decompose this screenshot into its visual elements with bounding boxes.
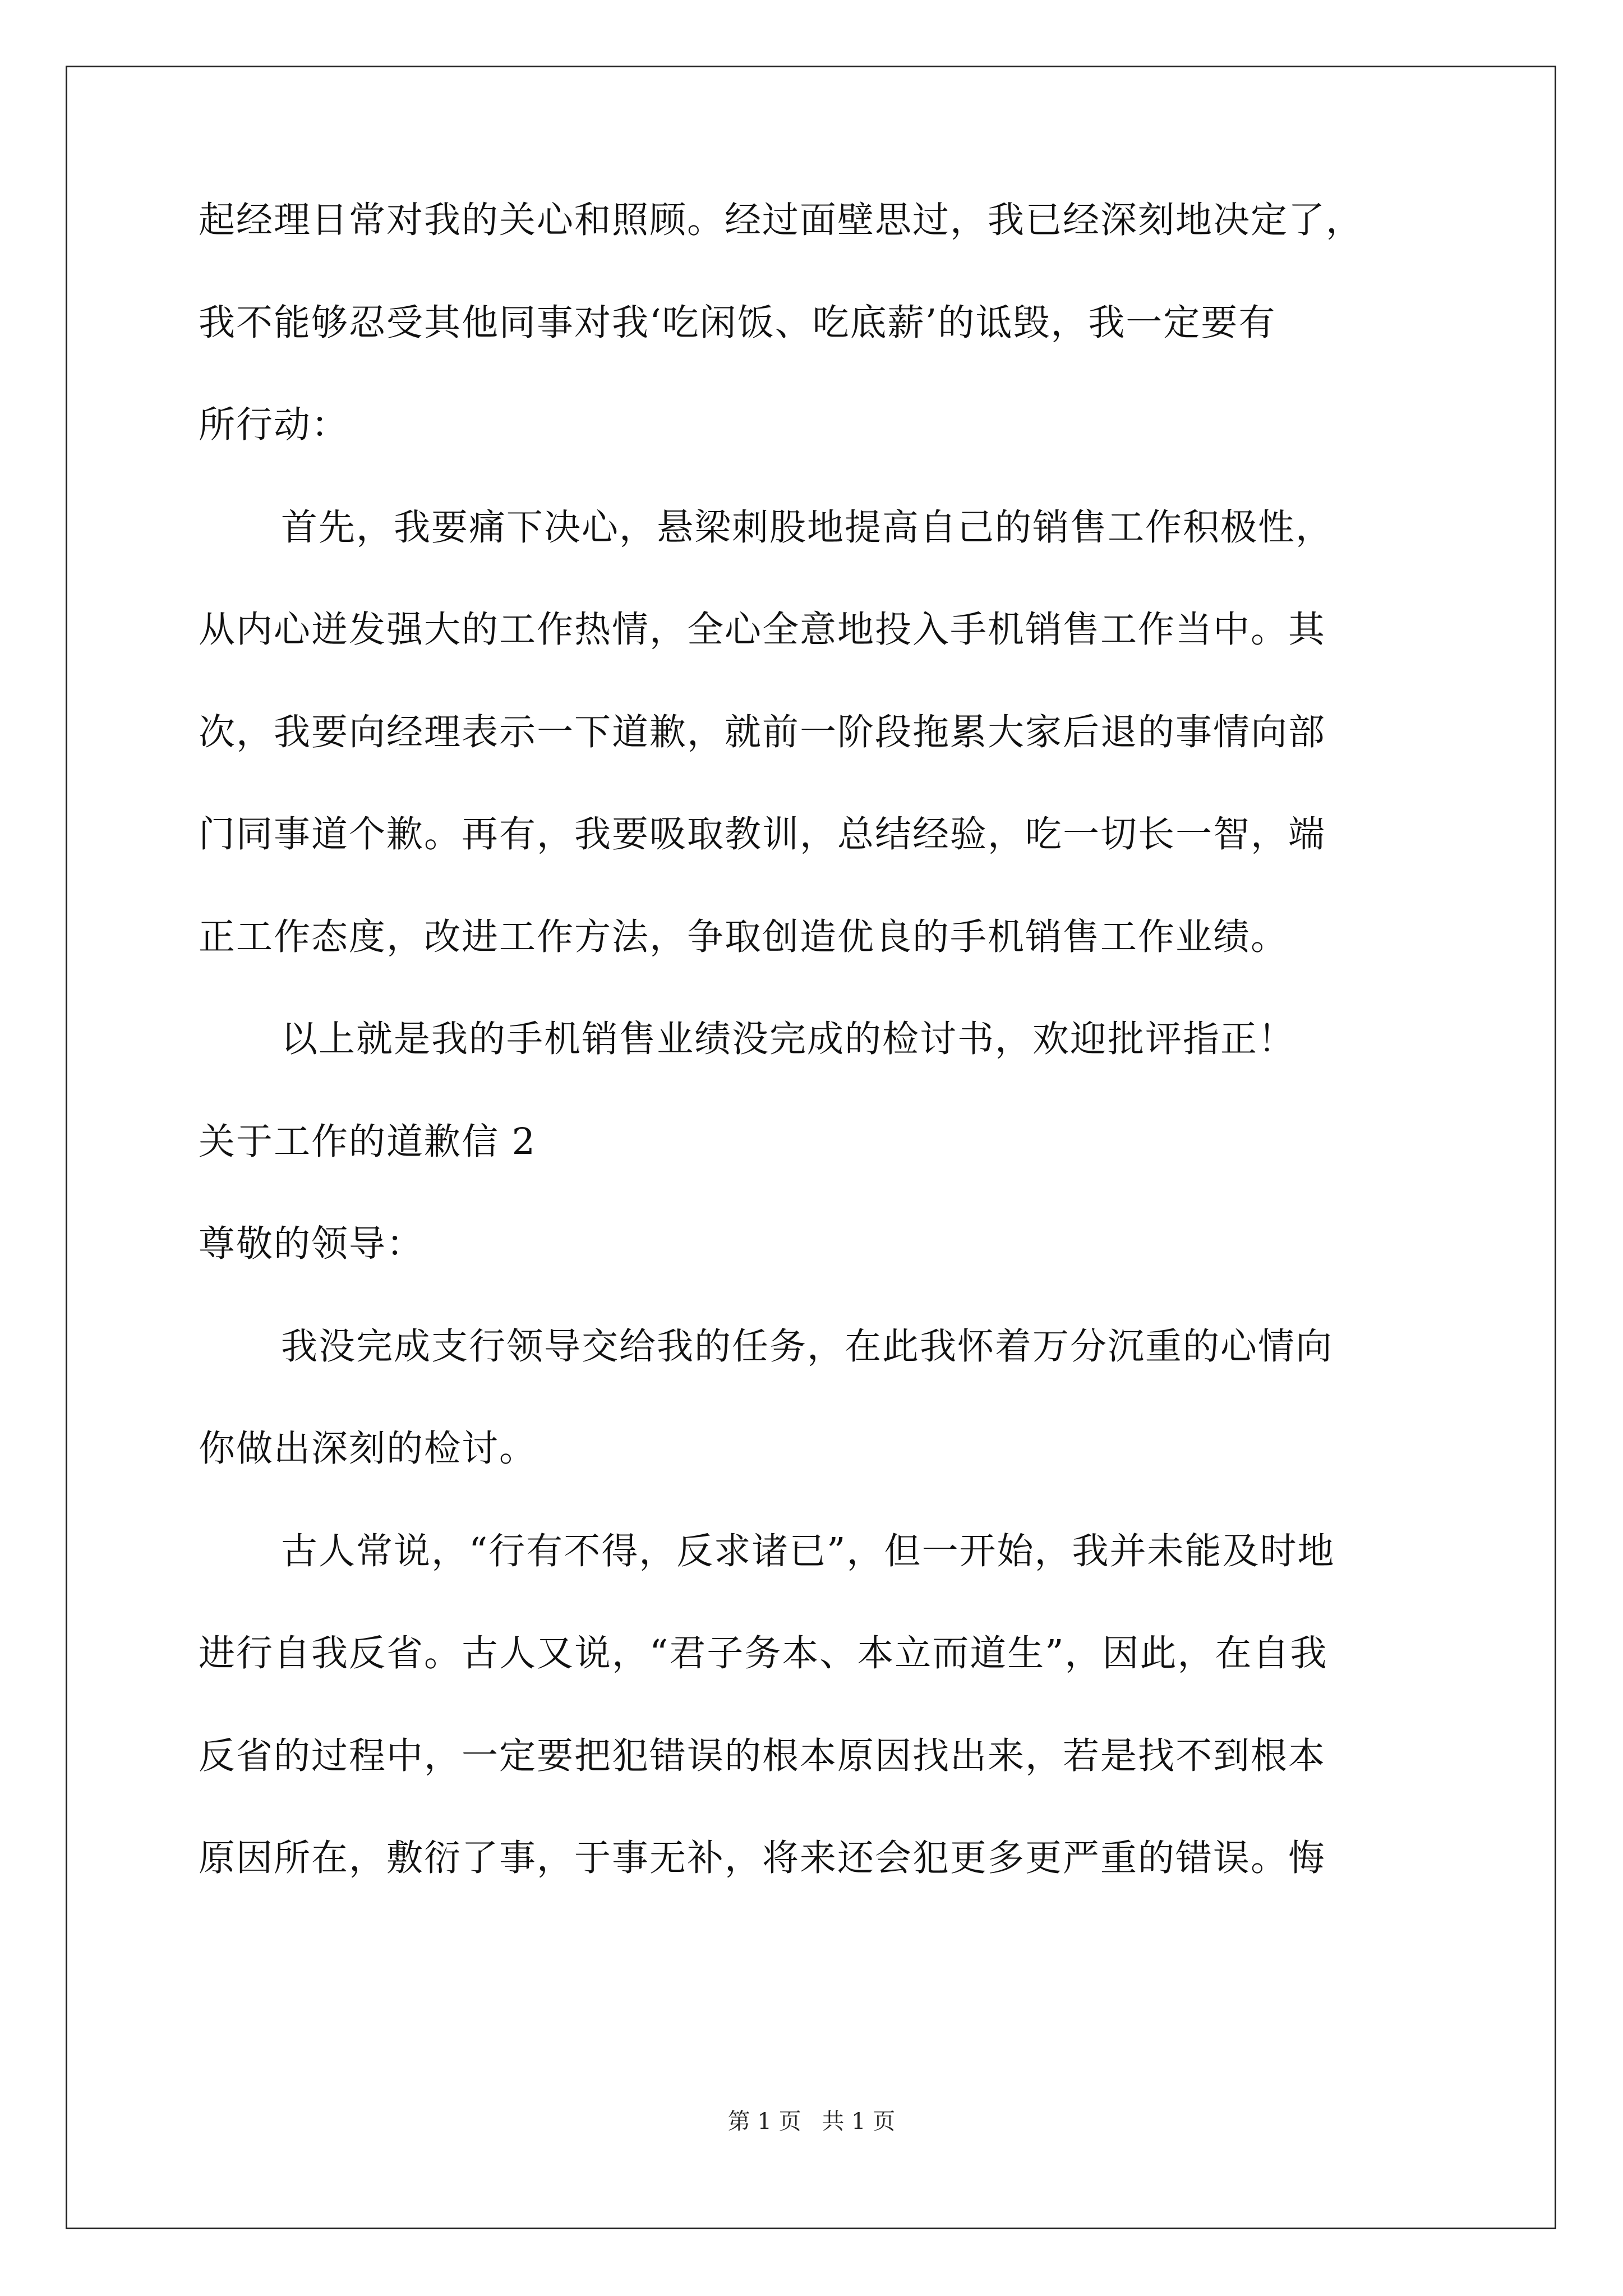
document-body bbox=[199, 199, 1427, 1943]
paragraph-line: 以上就是我的手机销售业绩没完成的检讨书，欢迎批评指正！ bbox=[281, 1018, 1296, 1060]
page-number-current: 第 1 页 bbox=[727, 2109, 801, 2134]
page-footer bbox=[0, 2109, 1623, 2134]
paragraph-line: 次，我要向经理表示一下道歉，就前一阶段拖累大家后退的事情向部 bbox=[199, 711, 1326, 753]
paragraph-line: 原因所在，敷衍了事，于事无补，将来还会犯更多更严重的错误。悔 bbox=[199, 1837, 1326, 1879]
paragraph-line: 所行动： bbox=[199, 404, 349, 446]
paragraph-line: 正工作态度，改进工作方法，争取创造优良的手机销售工作业绩。 bbox=[199, 915, 1289, 958]
paragraph-line: 门同事道个歉。再有，我要吸取教训，总结经验，吃一切长一智，端 bbox=[199, 813, 1326, 855]
paragraph-line: 从内心迸发强大的工作热情，全心全意地投入手机销售工作当中。其 bbox=[199, 609, 1326, 651]
paragraph-line: 你做出深刻的检讨。 bbox=[199, 1428, 537, 1470]
page-number-total: 共 1 页 bbox=[822, 2109, 896, 2134]
paragraph-line: 反省的过程中，一定要把犯错误的根本原因找出来，若是找不到根本 bbox=[199, 1734, 1326, 1777]
paragraph-line: 我没完成支行领导交给我的任务，在此我怀着万分沉重的心情向 bbox=[281, 1325, 1334, 1368]
paragraph-line: 首先，我要痛下决心，悬梁刺股地提高自己的销售工作积极性， bbox=[281, 506, 1334, 549]
paragraph-line: 进行自我反省。古人又说，“君子务本、本立而道生”，因此，在自我 bbox=[199, 1632, 1328, 1674]
paragraph-line: 古人常说，“行有不得，反求诸已”，但一开始，我并未能及时地 bbox=[281, 1530, 1335, 1572]
section-heading: 关于工作的道歉信 2 bbox=[199, 1120, 537, 1163]
paragraph-line: 起经理日常对我的关心和照顾。经过面壁思过，我已经深刻地决定了， bbox=[199, 199, 1364, 241]
salutation: 尊敬的领导： bbox=[199, 1223, 425, 1265]
paragraph-line: 我不能够忍受其他同事对我‘吃闲饭、吃底薪’的诋毁，我一定要有 bbox=[199, 301, 1276, 344]
